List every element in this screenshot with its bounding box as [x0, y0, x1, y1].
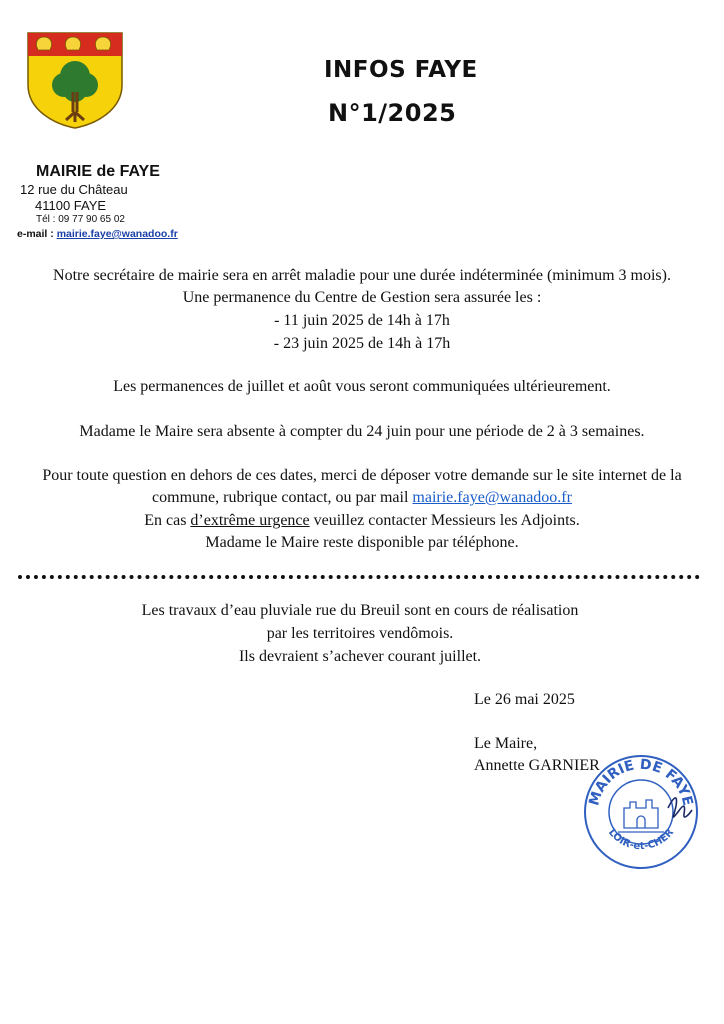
phone-number: Tél : 09 77 90 65 02 — [36, 214, 125, 225]
mairie-name: MAIRIE de FAYE — [36, 163, 160, 180]
contact-instructions-line2 — [0, 487, 724, 509]
contact-instructions: Pour toute question en dehors de ces dates, merci de déposer votre demande sur le site internet de la — [42, 467, 682, 484]
dotted-separator — [18, 575, 700, 579]
email-link[interactable]: mairie.faye@wanadoo.fr — [56, 228, 178, 240]
bulletin-title: INFOS FAYE — [324, 57, 478, 83]
works-notice-line2: par les territoires vendômois. — [266, 625, 454, 642]
permanence-date-2: - 23 juin 2025 de 14h à 17h — [273, 335, 451, 352]
email-label: e-mail : — [17, 228, 57, 240]
works-notice-line3: Ils devraient s’achever courant juillet. — [238, 648, 482, 665]
mayor-phone-notice: Madame le Maire reste disponible par téléphone. — [205, 534, 519, 551]
permanence-intro: Une permanence du Centre de Gestion sera assurée les : — [182, 289, 542, 306]
sick-leave-notice: Notre secrétaire de mairie sera en arrêt maladie pour une durée indéterminée (minimum 3 mois). — [53, 267, 671, 284]
email-line — [17, 228, 178, 240]
castle-icon — [618, 800, 664, 832]
mayor-absence-notice: Madame le Maire sera absente à compter du 24 juin pour une période de 2 à 3 semaines. — [79, 423, 645, 440]
stamp-bottom-text: LOIR-et-CHER — [605, 827, 677, 853]
stamp-top-text: MAIRIE DE FAYE — [586, 756, 696, 808]
works-notice: Les travaux d’eau pluviale rue du Breuil sont en cours de réalisation — [141, 602, 579, 619]
emergency-pre: En cas — [144, 512, 191, 529]
signature-date: Le 26 mai 2025 — [474, 691, 575, 708]
permanence-date-1: - 11 juin 2025 de 14h à 17h — [274, 312, 450, 329]
address-street: 12 rue du Château — [20, 182, 128, 197]
emergency-notice — [0, 510, 724, 532]
coat-of-arms-logo — [24, 30, 126, 130]
contact-text: commune, rubrique contact, ou par mail — [152, 489, 413, 506]
svg-text:MAIRIE DE FAYE — [586, 757, 695, 808]
emergency-underlined: d’extrême urgence — [190, 512, 310, 529]
signature-name: Annette GARNIER — [474, 757, 600, 774]
mairie-stamp — [582, 752, 700, 870]
emergency-post: veuillez contacter Messieurs les Adjoints. — [309, 512, 580, 529]
contact-email-link[interactable]: mairie.faye@wanadoo.fr — [412, 489, 572, 506]
address-city: 41100 FAYE — [35, 198, 107, 213]
summer-permanence-notice: Les permanences de juillet et août vous seront communiquées ultérieurement. — [113, 378, 611, 395]
bulletin-number: N°1/2025 — [328, 99, 457, 127]
svg-text:LOIR-et-CHER — [606, 827, 676, 852]
signature-role: Le Maire, — [474, 735, 538, 752]
